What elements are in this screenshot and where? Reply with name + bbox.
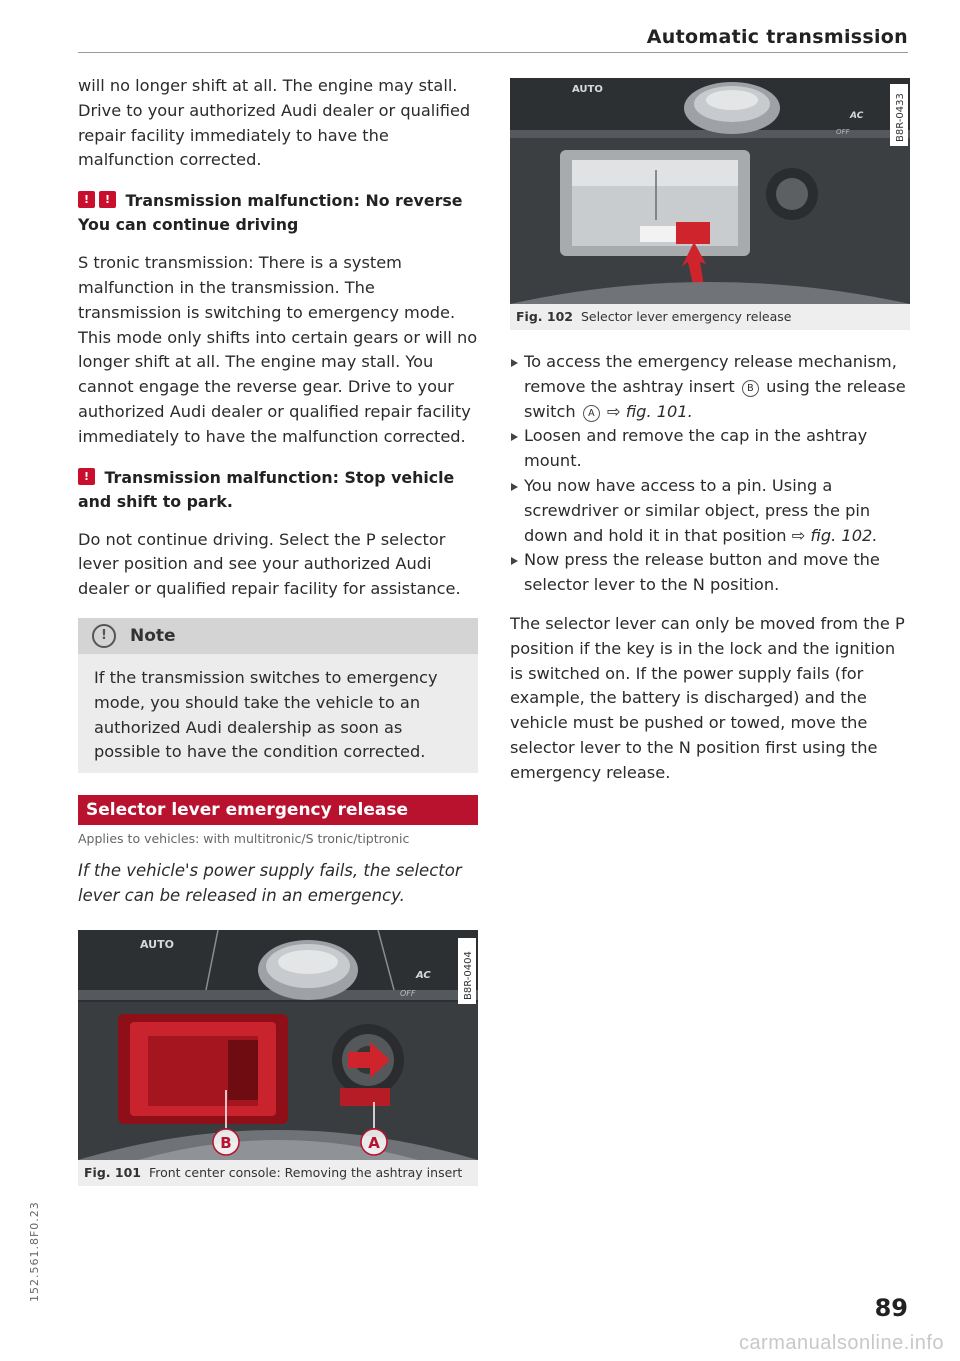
note-body	[78, 654, 478, 773]
panel-ac-label: AC	[850, 111, 864, 121]
paragraph-do-not-continue: Do not continue driving. Select the P selector lever position and see your authorized Audi dealer or qualified repair facility for assistance.	[78, 529, 461, 599]
step-1	[510, 350, 910, 424]
marker-b: B	[742, 380, 759, 397]
panel-auto-label: AUTO	[140, 938, 174, 952]
figure-code: B8R-0433	[895, 93, 906, 142]
marker-a: A	[583, 405, 600, 422]
step-3	[510, 474, 910, 548]
label-a: A	[368, 1134, 380, 1153]
figure-101-caption	[78, 1160, 478, 1186]
label-b: B	[220, 1134, 232, 1153]
page-header-title: Automatic transmission	[646, 26, 908, 48]
applies-to: Applies to vehicles: with multitronic/S tronic/tiptronic	[78, 831, 410, 847]
document-code: 152.561.8F0.23	[28, 1201, 41, 1302]
panel-auto-label: AUTO	[572, 84, 603, 95]
figure-101-number: Fig. 101	[84, 1165, 141, 1181]
heading-stop-vehicle-text: Transmission malfunction: Stop vehicle and shift to park.	[78, 467, 455, 511]
emergency-release-photo	[510, 78, 910, 304]
panel-ac-label: AC	[416, 970, 431, 982]
step-1-text-b: using the release switch	[524, 376, 906, 421]
console-ashtray-photo	[78, 930, 478, 1160]
step-2: Loosen and remove the cap in the ashtray mount.	[510, 424, 910, 474]
paragraph-s-tronic: S tronic transmission: There is a system malfunction in the transmission. The transmission is switching to emergency mode. This mode only shifts into certain gears or will no longer shift at all. The engine may stall. You cannot engage the reverse gear. Drive to your authorized Audi dealer or qualified repair facility immediately to have the malfunction corrected.	[78, 253, 478, 446]
step-1-text-a: To access the emergency release mechanism, remove the ashtray insert	[524, 352, 897, 396]
paragraph-selector-lever: The selector lever can only be moved from the P position if the key is in the lock and the ignition is switched on. If the power supply fails (for example, the battery is discharged) and the vehicle must be pushed or towed, move the selector lever to the N position first using the emergency release.	[510, 613, 905, 782]
figure-101-reference[interactable]: ⇨ fig. 101.	[607, 401, 693, 421]
watermark: carmanualsonline.info	[738, 1332, 944, 1354]
step-3-text: You now have access to a pin. Using a screwdriver or similar object, press the pin down and hold it in that position	[524, 475, 871, 545]
header-divider	[78, 52, 908, 53]
figure-102	[510, 78, 910, 330]
transmission-warning-icon	[78, 468, 95, 485]
figure-102-caption	[510, 304, 910, 330]
note-title: Note	[130, 625, 176, 646]
panel-off-label: OFF	[400, 989, 416, 999]
figure-102-number: Fig. 102	[516, 309, 573, 324]
figure-101	[78, 930, 478, 1186]
note-text: If the transmission switches to emergency mode, you should take the vehicle to an authorized Audi dealership as soon as possible to have the condition corrected.	[94, 667, 438, 762]
heading-no-reverse-line2: You can continue driving	[78, 215, 299, 235]
section-title: Selector lever emergency release	[78, 795, 478, 825]
section-intro: If the vehicle's power supply fails, the selector lever can be released in an emergency.	[78, 861, 462, 906]
heading-no-reverse	[78, 189, 478, 237]
figure-code: B8R-0404	[463, 951, 474, 1001]
figure-102-reference[interactable]: ⇨ fig. 102.	[791, 525, 878, 545]
panel-off-label: OFF	[836, 128, 850, 136]
paragraph-continued: will no longer shift at all. The engine may stall. Drive to your authorized Audi dealer or qualified repair facility immediately to have the malfunction corrected.	[78, 76, 471, 170]
heading-stop-vehicle	[78, 466, 478, 514]
gear-warning-icon	[99, 191, 116, 208]
procedure-steps	[510, 350, 910, 598]
note-box	[78, 618, 478, 773]
page-number: 89	[874, 1294, 908, 1322]
note-icon: !	[92, 624, 116, 648]
note-header	[78, 618, 478, 654]
step-4: Now press the release button and move the selector lever to the N position.	[510, 548, 910, 598]
heading-no-reverse-line1: Transmission malfunction: No reverse	[125, 191, 463, 211]
right-column	[510, 74, 910, 786]
transmission-warning-icon	[78, 191, 95, 208]
figure-102-caption-text: Selector lever emergency release	[580, 309, 792, 324]
left-column	[78, 74, 478, 1186]
figure-101-caption-text: Front center console: Removing the ashtray insert	[148, 1165, 463, 1181]
